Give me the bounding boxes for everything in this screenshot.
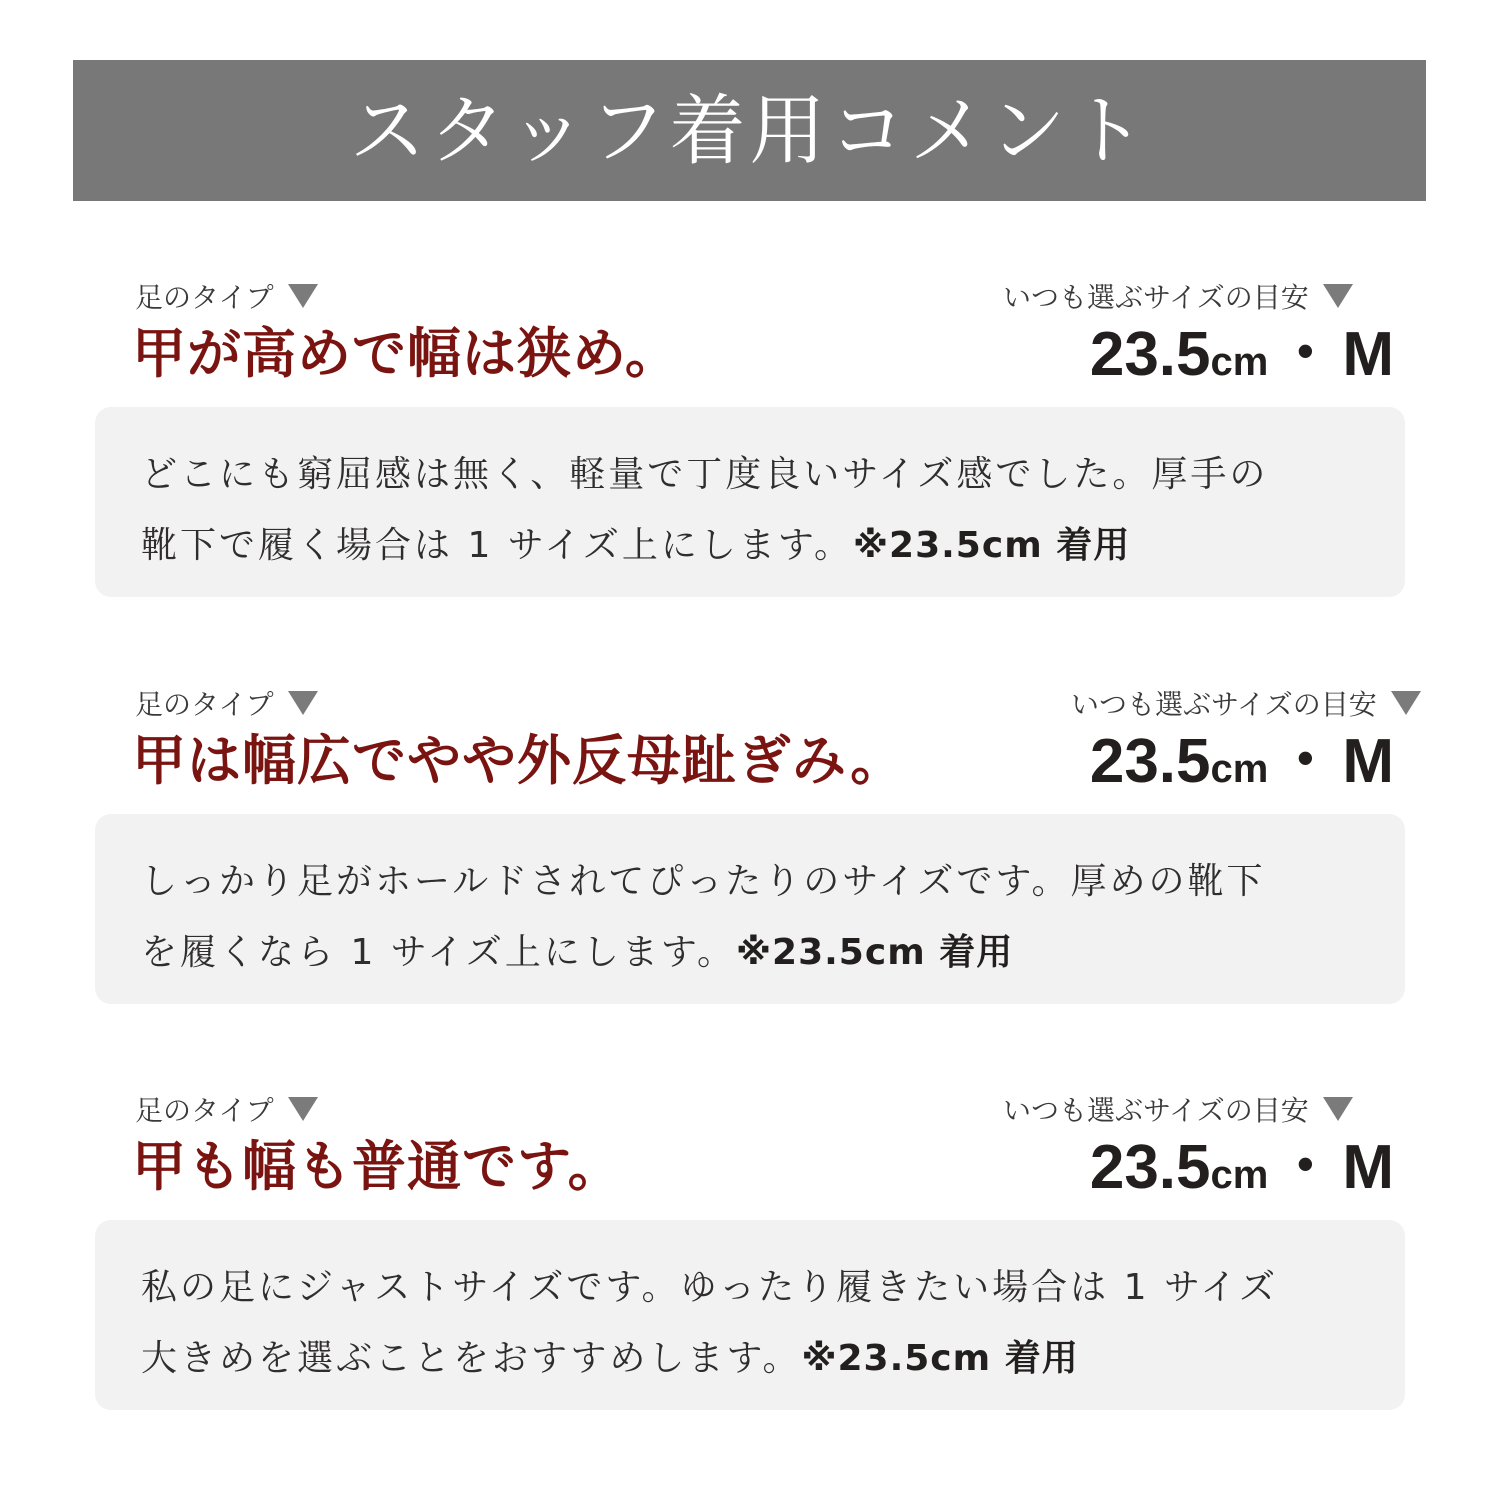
comment-box [95,1220,1405,1410]
down-triangle-icon [1323,1097,1353,1121]
comment-text: 靴下で履く場合は 1 サイズ上にします。 [141,525,854,566]
size-letter: M [1342,727,1394,796]
foot-type-value: 甲が高めで幅は狭め。 [132,322,680,385]
foot-type-value: 甲は幅広でやや外反母趾ぎみ。 [132,729,906,792]
down-triangle-icon [288,284,318,308]
down-triangle-icon [288,1097,318,1121]
comment-line [141,1323,1365,1394]
size-guide-label-text: いつも選ぶサイズの目安 [1003,1094,1309,1127]
staff-comment-section-1 [0,272,1500,632]
size-letter: M [1342,320,1394,389]
size-guide-label-text: いつも選ぶサイズの目安 [1003,281,1309,314]
foot-type-label-text: 足のタイプ [135,688,274,721]
size-value [1089,727,1394,796]
size-separator: ・ [1274,320,1337,389]
down-triangle-icon [288,691,318,715]
staff-comment-section-2 [0,679,1500,1039]
size-guide-label [1003,1094,1353,1127]
header-banner [73,60,1426,201]
size-separator: ・ [1274,1133,1337,1202]
size-number: 23.5 [1089,320,1211,389]
comment-line: しっかり足がホールドされてぴったりのサイズです。厚めの靴下 [141,861,1266,902]
size-separator: ・ [1274,727,1337,796]
comment-note: ※23.5cm 着用 [853,525,1131,566]
size-number: 23.5 [1089,1133,1211,1202]
size-unit: cm [1210,747,1269,791]
comment-note: ※23.5cm 着用 [801,1338,1079,1379]
size-letter: M [1342,1133,1394,1202]
size-unit: cm [1210,1153,1269,1197]
comment-line: 私の足にジャストサイズです。ゆったり履きたい場合は 1 サイズ [141,1267,1279,1308]
size-unit: cm [1210,340,1269,384]
comment-text: 大きめを選ぶことをおすすめします。 [141,1338,802,1379]
foot-type-label-text: 足のタイプ [135,281,274,314]
comment-line: どこにも窮屈感は無く、軽量で丁度良いサイズ感でした。厚手の [141,454,1269,495]
comment-box [95,407,1405,597]
foot-type-value: 甲も幅も普通です。 [132,1135,623,1198]
size-value [1089,320,1394,389]
staff-comment-section-3 [0,1085,1500,1445]
comment-line [141,510,1365,581]
comment-text: を履くなら 1 サイズ上にします。 [141,932,737,973]
size-value [1089,1133,1394,1202]
size-guide-label [1071,688,1421,721]
comment-note: ※23.5cm 着用 [736,932,1014,973]
foot-type-label [135,688,318,721]
foot-type-label [135,281,318,314]
size-guide-label-text: いつも選ぶサイズの目安 [1071,688,1377,721]
down-triangle-icon [1323,284,1353,308]
foot-type-label [135,1094,318,1127]
comment-box [95,814,1405,1004]
comment-line [141,917,1365,988]
down-triangle-icon [1391,691,1421,715]
page-title: スタッフ着用コメント [349,85,1150,175]
size-number: 23.5 [1089,727,1211,796]
foot-type-label-text: 足のタイプ [135,1094,274,1127]
size-guide-label [1003,281,1353,314]
